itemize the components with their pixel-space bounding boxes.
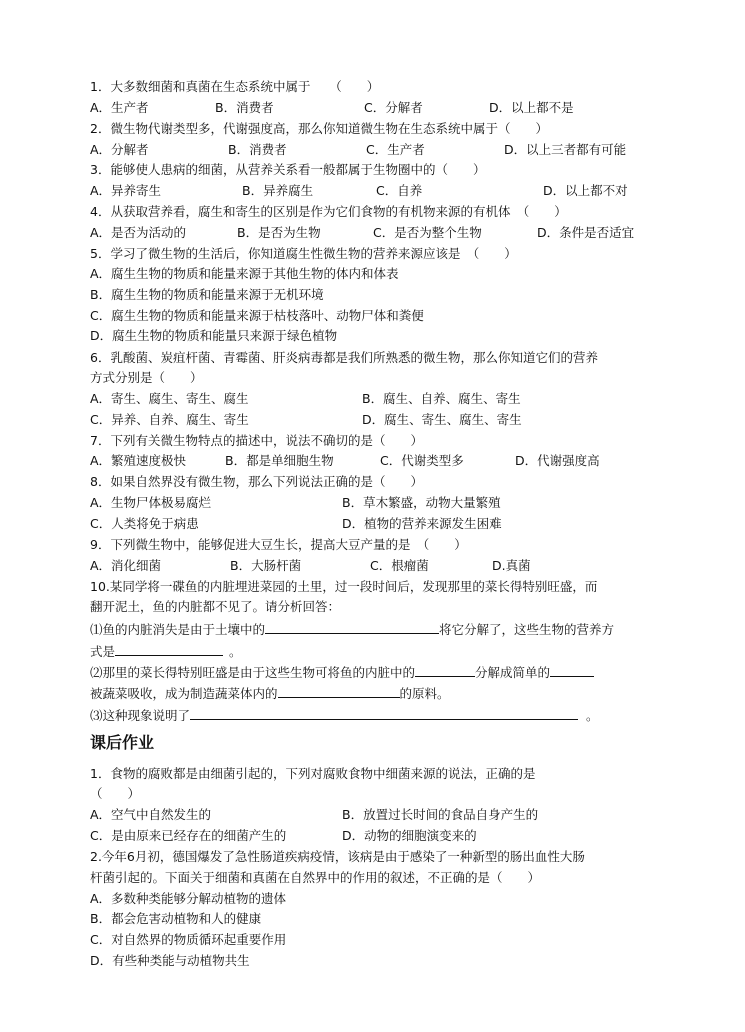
hw-q2-option-d: D．有些种类能与动植物共生: [90, 953, 250, 968]
q5-option-c: C．腐生生物的物质和能量来源于枯枝落叶、动物尸体和粪便: [90, 308, 424, 323]
q2-option-b: B．消费者: [228, 142, 287, 157]
q10-stem-line2: 翻开泥土，鱼的内脏都不见了。请分析回答：: [90, 599, 341, 614]
q10-blank-5[interactable]: [278, 685, 400, 698]
q8-option-d: D．植物的营养来源发生困难: [342, 516, 502, 531]
q3-options: [90, 183, 650, 199]
q7-option-c: C．代谢类型多: [380, 453, 464, 468]
homework-heading: 课后作业: [90, 733, 155, 752]
q10-part1-text-b: 将它分解了，这些生物的营养方: [439, 622, 615, 637]
q8-options-row1: [90, 495, 650, 511]
hw-q1-option-d: D．动物的细胞演变来的: [342, 828, 477, 843]
q6-stem-line1: 6．乳酸菌、炭疽杆菌、青霉菌、肝炎病毒都是我们所熟悉的微生物，那么你知道它们的营养: [90, 350, 598, 365]
q6-option-c: C．异养、自养、腐生、寄生: [90, 412, 249, 427]
q7-stem: 7．下列有关微生物特点的描述中，说法不确切的是（ ）: [90, 433, 423, 448]
q7-option-b: B．都是单细胞生物: [225, 453, 334, 468]
hw-q1-options-row1: [90, 807, 650, 823]
q10-part1-line1: [90, 621, 614, 638]
q1-option-c: C．分解者: [364, 100, 423, 115]
q8-options-row2: [90, 516, 650, 532]
q10-part3-line: [90, 707, 599, 724]
q1-option-d: D．以上都不是: [489, 100, 574, 115]
q6-option-d: D．腐生、寄生、腐生、寄生: [362, 412, 522, 427]
hw-q1-stem-line1: 1．食物的腐败都是由细菌引起的，下列对腐败食物中细菌来源的说法，正确的是: [90, 766, 536, 781]
q5-option-d: D．腐生生物的物质和能量只来源于绿色植物: [90, 328, 338, 343]
q9-stem: 9．下列微生物中，能够促进大豆生长，提高大豆产量的是 （ ）: [90, 537, 467, 552]
q3-option-d: D．以上都不对: [543, 183, 628, 198]
q3-option-b: B．异养腐生: [242, 183, 314, 198]
q10-blank-2[interactable]: [115, 643, 223, 656]
q6-option-b: B．腐生、自养、腐生、寄生: [362, 391, 521, 406]
q10-stem-line1: 10.某同学将一碟鱼的内脏埋进菜园的土里，过一段时间后，发现那里的菜长得特别旺盛，而: [90, 579, 598, 594]
hw-q2-stem-line2: 杆菌引起的。下面关于细菌和真菌在自然界中的作用的叙述，不正确的是（ ）: [90, 870, 541, 885]
q4-option-d: D．条件是否适宜: [537, 225, 635, 240]
hw-q2-option-c: C．对自然界的物质循环起重要作用: [90, 932, 287, 947]
q5-option-a: A．腐生生物的物质和能量来源于其他生物的体内和体表: [90, 266, 399, 281]
q10-part1-text-c: 式是: [90, 644, 116, 659]
q4-option-a: A．是否为活动的: [90, 225, 187, 240]
hw-q2-stem-line1: 2.今年6月初，德国爆发了急性肠道疾病疫情，该病是由于感染了一种新型的肠出血性大肠: [90, 849, 585, 864]
q10-part2-line2: [90, 685, 450, 702]
q10-part1-text-a: ⑴鱼的内脏消失是由于土壤中的: [90, 622, 266, 637]
q5-stem: 5．学习了微生物的生活后，你知道腐生性微生物的营养来源应该是 （ ）: [90, 246, 517, 261]
q2-option-c: C．生产者: [366, 142, 425, 157]
q3-option-c: C．自养: [376, 183, 423, 198]
hw-q2-option-a: A．多数种类能够分解动植物的遗体: [90, 891, 287, 906]
q1-option-b: B．消费者: [215, 100, 274, 115]
q9-option-a: A．消化细菌: [90, 558, 162, 573]
q10-part1-text-d: 。: [229, 644, 242, 659]
q10-blank-3[interactable]: [415, 664, 475, 677]
q2-stem: 2．微生物代谢类型多，代谢强度高，那么你知道微生物在生态系统中属于（ ）: [90, 121, 548, 136]
q10-part2-text-c: 被蔬菜吸收，成为制造蔬菜体内的: [90, 686, 278, 701]
q1-options: [90, 100, 650, 116]
q2-option-a: A．分解者: [90, 142, 149, 157]
q6-option-a: A．寄生、腐生、寄生、腐生: [90, 391, 249, 406]
q9-option-b: B．大肠杆菌: [230, 558, 302, 573]
q9-option-c: C．根瘤菌: [370, 558, 429, 573]
hw-q1-options-row2: [90, 828, 650, 844]
q7-option-a: A．繁殖速度极快: [90, 453, 187, 468]
q4-option-b: B．是否为生物: [237, 225, 321, 240]
q10-blank-4[interactable]: [550, 664, 594, 677]
hw-q1-option-a: A．空气中自然发生的: [90, 807, 212, 822]
q10-part2-line1: [90, 664, 594, 681]
q7-options: [90, 453, 650, 469]
q6-stem-line2: 方式分别是（ ）: [90, 370, 203, 385]
q4-option-c: C．是否为整个生物: [373, 225, 482, 240]
q4-options: [90, 225, 650, 241]
q10-part2-text-a: ⑵那里的菜长得特别旺盛是由于这些生物可将鱼的内脏中的: [90, 665, 416, 680]
q10-part2-text-d: 的原料。: [399, 686, 450, 701]
q8-option-a: A．生物尸体极易腐烂: [90, 495, 212, 510]
q4-stem: 4．从获取营养看，腐生和寄生的区别是作为它们食物的有机物来源的有机体 （ ）: [90, 204, 567, 219]
hw-q2-option-b: B．都会危害动植物和人的健康: [90, 911, 262, 926]
hw-q1-option-b: B．放置过长时间的食品自身产生的: [342, 807, 539, 822]
q10-part2-text-b: 分解成简单的: [475, 665, 551, 680]
q8-option-c: C．人类将免于病患: [90, 516, 199, 531]
hw-q1-option-c: C．是由原来已经存在的细菌产生的: [90, 828, 287, 843]
q7-option-d: D．代谢强度高: [515, 453, 600, 468]
q8-stem: 8．如果自然界没有微生物，那么下列说法正确的是（ ）: [90, 474, 423, 489]
q9-options: [90, 558, 650, 574]
q9-option-d: D.真菌: [492, 558, 531, 573]
q6-options-row2: [90, 412, 650, 428]
q3-stem: 3．能够使人患病的细菌，从营养关系看一般都属于生物圈中的（ ）: [90, 162, 486, 177]
q10-blank-1[interactable]: [265, 621, 439, 634]
q8-option-b: B．草木繁盛，动物大量繁殖: [342, 495, 501, 510]
q10-part1-line2: [90, 643, 242, 660]
q10-part3-text-b: 。: [586, 708, 599, 723]
q1-stem: 1．大多数细菌和真菌在生态系统中属于 （ ）: [90, 79, 380, 94]
q2-options: [90, 142, 650, 158]
q10-part3-text-a: ⑶这种现象说明了: [90, 708, 191, 723]
q5-option-b: B．腐生生物的物质和能量来源于无机环境: [90, 287, 324, 302]
q10-blank-6[interactable]: [190, 707, 578, 720]
hw-q1-stem-line2: （ ）: [90, 786, 141, 801]
q1-option-a: A．生产者: [90, 100, 149, 115]
q3-option-a: A．异养寄生: [90, 183, 162, 198]
q6-options-row1: [90, 391, 650, 407]
q2-option-d: D．以上三者都有可能: [504, 142, 627, 157]
